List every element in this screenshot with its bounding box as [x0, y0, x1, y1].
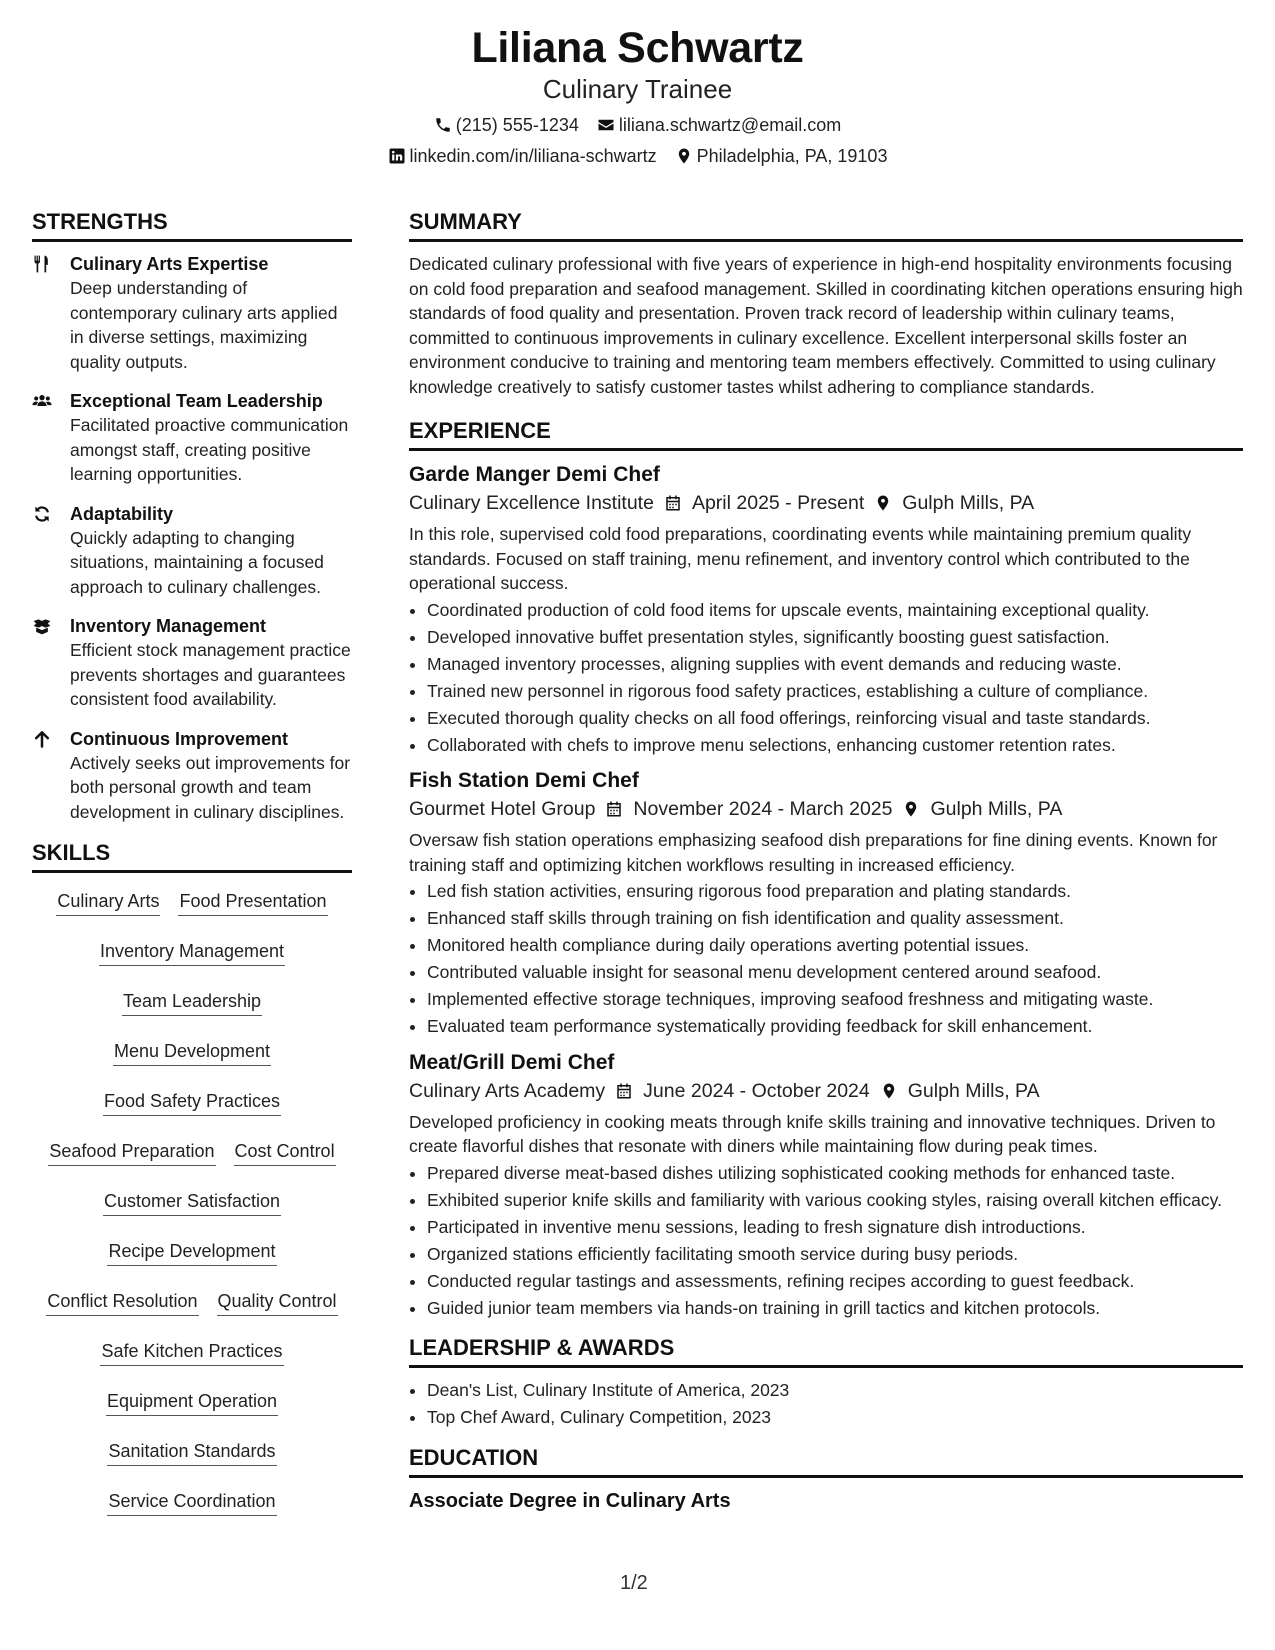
- job-entry: [409, 461, 1243, 757]
- page-number: 1/2: [620, 1572, 648, 1594]
- awards-list: [409, 1378, 1243, 1430]
- job-bullets: [409, 598, 1243, 758]
- list-item: • Implemented effective storage techniques, improving seafood freshness and mitigating waste.: [427, 987, 1243, 1012]
- candidate-name: Liliana Schwartz: [471, 24, 804, 72]
- job-meta: [409, 489, 1243, 517]
- list-item: • Developed innovative buffet presentation styles, significantly boosting guest satisfaction.: [427, 625, 1243, 650]
- strength-title: Adaptability: [70, 503, 174, 524]
- map-marker-icon: [902, 800, 920, 818]
- phone-icon: [434, 116, 452, 134]
- skill-tag: Inventory Management: [99, 939, 285, 966]
- list-item: • Top Chef Award, Culinary Competition, 2023: [427, 1405, 1243, 1430]
- linkedin-icon: [388, 147, 406, 165]
- awards-heading: LEADERSHIP & AWARDS: [409, 1334, 1243, 1368]
- job-dates: November 2024 - March 2025: [633, 798, 893, 820]
- strength-title: Exceptional Team Leadership: [70, 391, 323, 411]
- job-bullets: [409, 879, 1243, 1039]
- skill-tag: Team Leadership: [122, 989, 262, 1016]
- job-title: Garde Manger Demi Chef: [409, 463, 660, 486]
- skill-tag: Recipe Development: [107, 1239, 276, 1266]
- utensils-icon: [32, 254, 52, 274]
- calendar-icon: [664, 494, 682, 512]
- skills-heading: SKILLS: [32, 839, 352, 873]
- skill-tag: Sanitation Standards: [107, 1439, 276, 1466]
- resume-header: [0, 22, 1275, 167]
- strength-desc: Facilitated proactive communication amongst staff, creating positive learning opportunities.: [70, 415, 349, 484]
- list-item: • Coordinated production of cold food items for upscale events, maintaining exceptional quality.: [427, 598, 1243, 623]
- map-marker-icon: [880, 1082, 898, 1100]
- strength-desc: Efficient stock management practice prevents shortages and guarantees consistent food availability.: [70, 640, 351, 709]
- education-heading: EDUCATION: [409, 1444, 1243, 1478]
- skill-tag: Customer Satisfaction: [103, 1189, 281, 1216]
- right-column: [409, 208, 1243, 1514]
- left-column: [32, 208, 352, 1533]
- list-item: • Executed thorough quality checks on all food offerings, reinforcing visual and taste standards.: [427, 706, 1243, 731]
- list-item: • Exhibited superior knife skills and familiarity with various cooking styles, raising overall kitchen efficacy.: [427, 1188, 1243, 1213]
- list-item: • Trained new personnel in rigorous food safety practices, establishing a culture of compliance.: [427, 679, 1243, 704]
- skill-tag: Quality Control: [217, 1289, 338, 1316]
- arrow-up-icon: [32, 729, 52, 749]
- envelope-icon: [597, 116, 615, 134]
- map-marker-icon: [675, 147, 693, 165]
- skill-tag: Conflict Resolution: [46, 1289, 198, 1316]
- location-text: Philadelphia, PA, 19103: [696, 146, 888, 166]
- job-title: Meat/Grill Demi Chef: [409, 1050, 615, 1074]
- job-description: In this role, supervised cold food preparations, coordinating events while maintaining premium quality standards. Focused on staff training, menu refinement, and inventory control which contributed to the operational success.: [409, 524, 1192, 593]
- list-item: • Evaluated team performance systematically providing feedback for skill enhancement.: [427, 1014, 1243, 1039]
- calendar-icon: [615, 1082, 633, 1100]
- list-item: • Prepared diverse meat-based dishes utilizing sophisticated cooking methods for enhanced taste.: [427, 1161, 1243, 1186]
- list-item: • Guided junior team members via hands-on training in grill tactics and kitchen protocols.: [427, 1296, 1243, 1321]
- strength-desc: Deep understanding of contemporary culinary arts applied in diverse settings, maximizing quality outputs.: [70, 278, 338, 372]
- calendar-icon: [605, 800, 623, 818]
- skill-tag: Seafood Preparation: [48, 1139, 215, 1166]
- job-company: Culinary Arts Academy: [409, 1079, 606, 1102]
- strengths-list: [32, 252, 352, 824]
- summary-text: Dedicated culinary professional with five years of experience in high-end hospitality environments focusing on cold food preparation and seafood management. Skilled in coordinating kitchen operations ensuring high standards of food quality and presentation. Proven track record of leadership within culinary teams, committed to continuous improvements in culinary excellence. Excellent interpersonal skills foster an environment conducive to training and mentoring team members effectively. Committed to using culinary knowledge creatively to satisfy customer tastes whilst adhering to compliance standards.: [409, 254, 1243, 397]
- skills-list: [32, 883, 352, 1533]
- job-location: Gulph Mills, PA: [930, 798, 1063, 820]
- job-company: Culinary Excellence Institute: [409, 492, 654, 514]
- strength-item: [32, 389, 352, 487]
- strength-title: Inventory Management: [70, 616, 267, 636]
- job-title: Fish Station Demi Chef: [409, 769, 639, 792]
- strength-desc: Actively seeks out improvements for both personal growth and team development in culinary disciplines.: [70, 752, 351, 822]
- sync-icon: [32, 504, 52, 524]
- email-contact[interactable]: [597, 114, 841, 136]
- linkedin-text[interactable]: linkedin.com/in/liliana-schwartz: [409, 146, 657, 166]
- list-item: • Collaborated with chefs to improve menu selections, enhancing customer retention rates.: [427, 733, 1243, 758]
- job-bullets: [409, 1161, 1243, 1321]
- summary-heading: SUMMARY: [409, 208, 1243, 242]
- job-meta: [409, 795, 1243, 823]
- degree-title: Associate Degree in Culinary Arts: [409, 1489, 731, 1512]
- contact-row-1: [0, 114, 1275, 136]
- job-location: Gulph Mills, PA: [902, 492, 1035, 514]
- job-dates: June 2024 - October 2024: [643, 1079, 870, 1102]
- email-text[interactable]: liliana.schwartz@email.com: [618, 115, 842, 135]
- phone-text: (215) 555-1234: [455, 115, 579, 135]
- job-description: Developed proficiency in cooking meats through knife skills training and innovative techniques. Driven to create flavorful dishes that resonate with diners while maintaining flow during peak times.: [409, 1111, 1216, 1156]
- strength-item: [32, 252, 352, 374]
- skill-tag: Menu Development: [113, 1039, 271, 1066]
- job-entry: [409, 1049, 1243, 1321]
- contact-row-2: [0, 145, 1275, 167]
- list-item: • Participated in inventive menu sessions, leading to fresh signature dish introductions.: [427, 1215, 1243, 1240]
- linkedin-contact[interactable]: [388, 145, 657, 167]
- skill-tag: Food Presentation: [178, 889, 327, 916]
- list-item: • Contributed valuable insight for seasonal menu development centered around seafood.: [427, 960, 1243, 985]
- strength-item: [32, 727, 352, 825]
- candidate-title: Culinary Trainee: [542, 74, 733, 104]
- skill-tag: Equipment Operation: [106, 1389, 278, 1416]
- job-description: Oversaw fish station operations emphasizing seafood dish preparations for fine dining events. Known for training staff and optimizing kitchen workflows resulting in increased efficiency.: [409, 830, 1218, 875]
- job-location: Gulph Mills, PA: [907, 1079, 1040, 1102]
- users-icon: [32, 391, 52, 411]
- phone-contact: [434, 114, 579, 136]
- job-entry: [409, 767, 1243, 1039]
- list-item: • Enhanced staff skills through training on fish identification and quality assessment.: [427, 906, 1243, 931]
- job-meta: [409, 1077, 1243, 1105]
- strengths-heading: STRENGTHS: [32, 208, 352, 242]
- skill-tag: Safe Kitchen Practices: [100, 1339, 283, 1366]
- list-item: • Organized stations efficiently facilitating smooth service during busy periods.: [427, 1242, 1243, 1267]
- list-item: • Dean's List, Culinary Institute of America, 2023: [427, 1378, 1243, 1403]
- list-item: • Conducted regular tastings and assessments, refining recipes according to guest feedback.: [427, 1269, 1243, 1294]
- strength-desc: Quickly adapting to changing situations, maintaining a focused approach to culinary challenges.: [70, 527, 324, 597]
- list-item: • Monitored health compliance during daily operations averting potential issues.: [427, 933, 1243, 958]
- location-contact: [675, 145, 888, 167]
- strength-item: [32, 502, 352, 600]
- list-item: • Managed inventory processes, aligning supplies with event demands and reducing waste.: [427, 652, 1243, 677]
- map-marker-icon: [874, 494, 892, 512]
- skill-tag: Cost Control: [234, 1139, 336, 1166]
- job-company: Gourmet Hotel Group: [409, 798, 596, 820]
- job-dates: April 2025 - Present: [691, 492, 865, 514]
- skill-tag: Service Coordination: [107, 1489, 276, 1516]
- strength-title: Culinary Arts Expertise: [70, 254, 269, 274]
- strength-item: [32, 614, 352, 712]
- skill-tag: Food Safety Practices: [103, 1089, 281, 1116]
- skill-tag: Culinary Arts: [56, 889, 160, 916]
- experience-heading: EXPERIENCE: [409, 417, 1243, 451]
- boxes-icon: [32, 616, 52, 636]
- list-item: • Led fish station activities, ensuring rigorous food preparation and plating standards.: [427, 879, 1243, 904]
- strength-title: Continuous Improvement: [70, 728, 289, 749]
